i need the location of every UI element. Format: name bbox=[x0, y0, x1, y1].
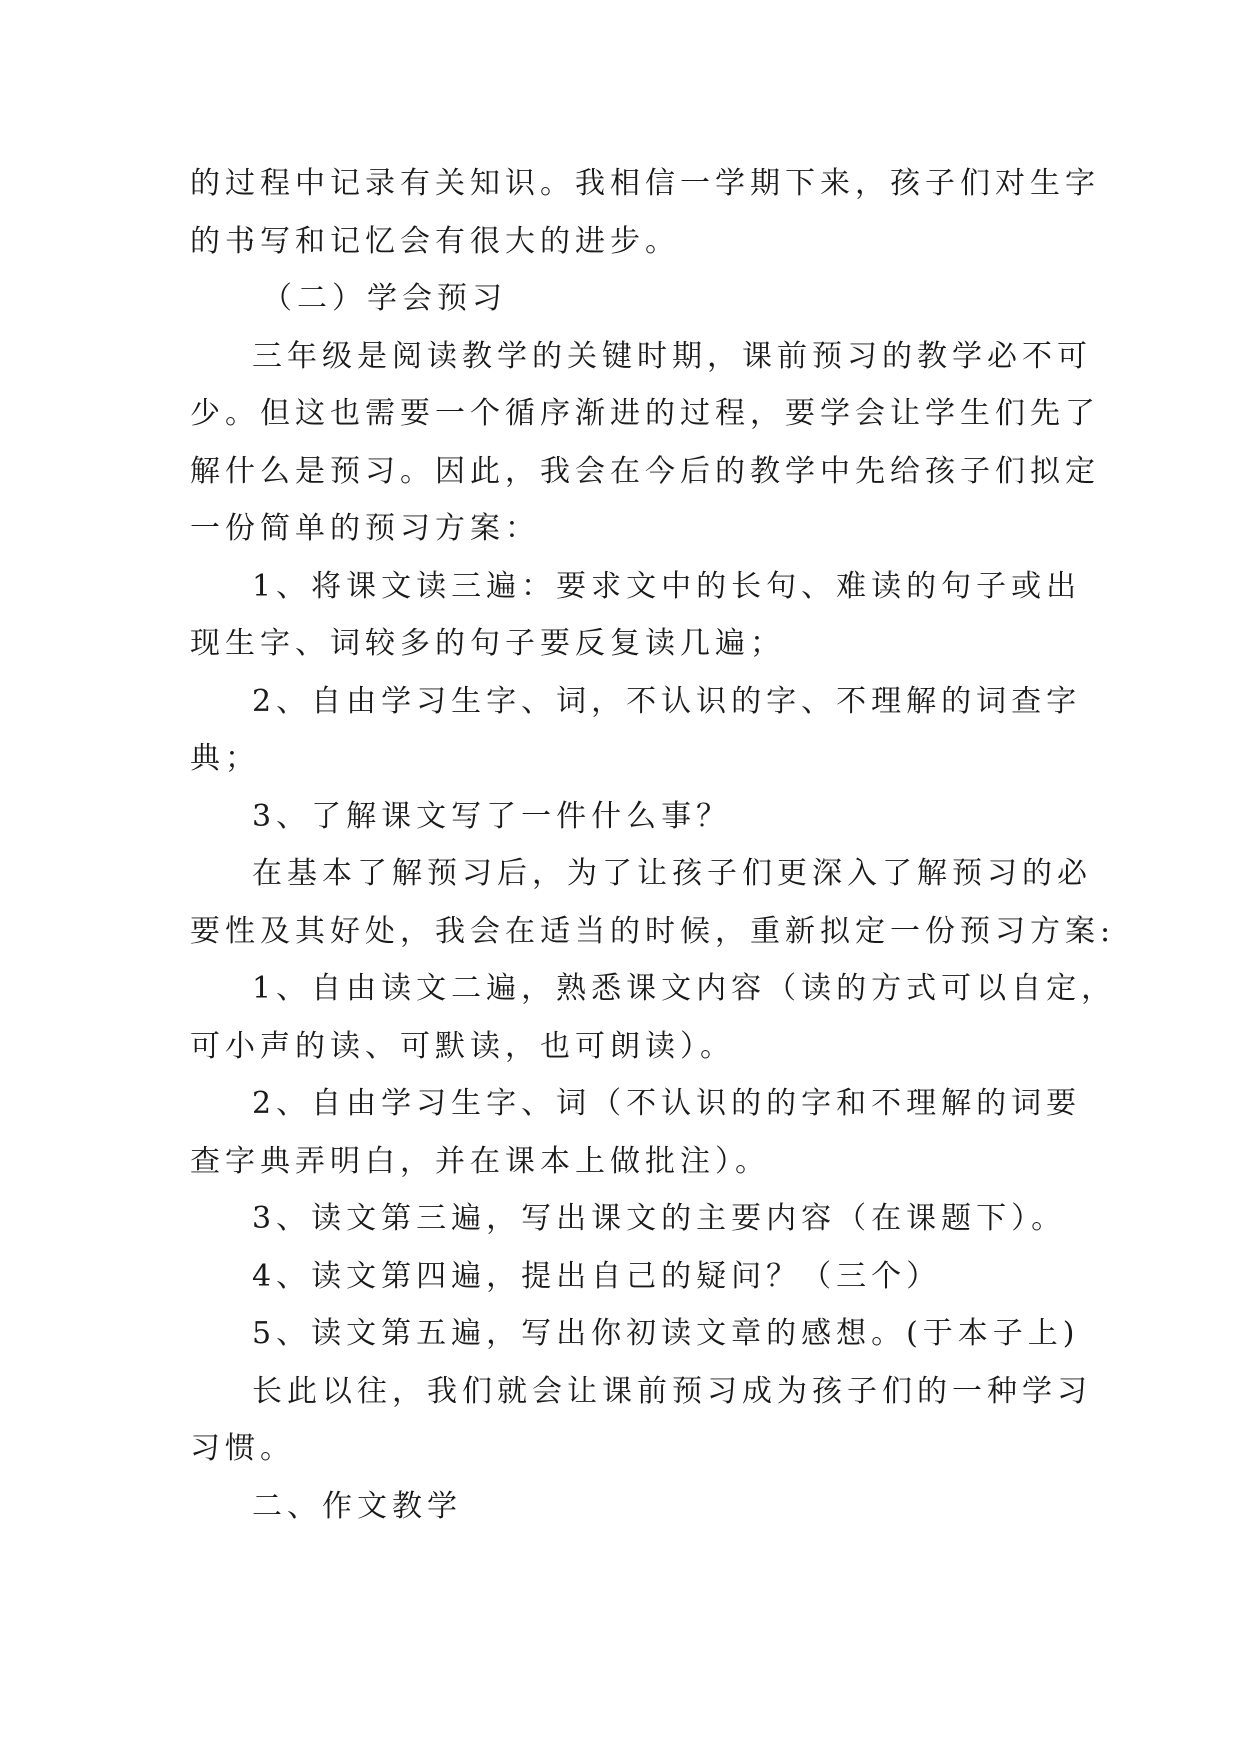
list-item: 2、自由学习生字、词（不认识的的字和不理解的词要 bbox=[252, 1086, 1082, 1121]
section-heading: 二、作文教学 bbox=[252, 1488, 462, 1524]
text-line: 三年级是阅读教学的关键时期，课前预习的教学必不可 bbox=[252, 338, 1092, 374]
text-line: 一份简单的预习方案： bbox=[190, 511, 540, 546]
text-line: 典； bbox=[190, 741, 260, 776]
list-item: 3、读文第三遍，写出课文的主要内容（在课题下）。 bbox=[252, 1201, 1067, 1236]
text-line: 长此以往，我们就会让课前预习成为孩子们的一种学习 bbox=[252, 1373, 1092, 1409]
section-heading: （二）学会预习 bbox=[262, 281, 507, 316]
list-item: 5、读文第五遍，写出你初读文章的感想。(于本子上) bbox=[252, 1316, 1080, 1351]
text-line: 可小声的读、可默读，也可朗读）。 bbox=[190, 1028, 735, 1064]
text-line: 查字典弄明白，并在课本上做批注）。 bbox=[190, 1143, 770, 1179]
list-item: 2、自由学习生字、词，不认识的字、不理解的词查字 bbox=[252, 683, 1082, 719]
list-item: 4、读文第四遍，提出自己的疑问？（三个） bbox=[252, 1258, 942, 1294]
text-line: 习惯。 bbox=[190, 1431, 295, 1466]
text-line: 少。但这也需要一个循序渐进的过程，要学会让学生们先了 bbox=[190, 396, 1100, 431]
list-item: 1、自由读文二遍，熟悉课文内容（读的方式可以自定， bbox=[252, 971, 1117, 1006]
text-line: 要性及其好处，我会在适当的时候，重新拟定一份预习方案: bbox=[190, 913, 1116, 949]
document-body bbox=[190, 155, 1117, 1535]
text-line: 的书写和记忆会有很大的进步。 bbox=[190, 223, 680, 259]
text-line: 的过程中记录有关知识。我相信一学期下来，孩子们对生字 bbox=[190, 166, 1100, 201]
text-line: 在基本了解预习后，为了让孩子们更深入了解预习的必 bbox=[252, 856, 1092, 891]
text-line: 解什么是预习。因此，我会在今后的教学中先给孩子们拟定 bbox=[190, 453, 1100, 489]
list-item: 3、了解课文写了一件什么事？ bbox=[252, 798, 732, 834]
list-item: 1、将课文读三遍：要求文中的长句、难读的句子或出 bbox=[252, 568, 1082, 604]
text-line: 现生字、词较多的句子要反复读几遍； bbox=[190, 626, 785, 661]
